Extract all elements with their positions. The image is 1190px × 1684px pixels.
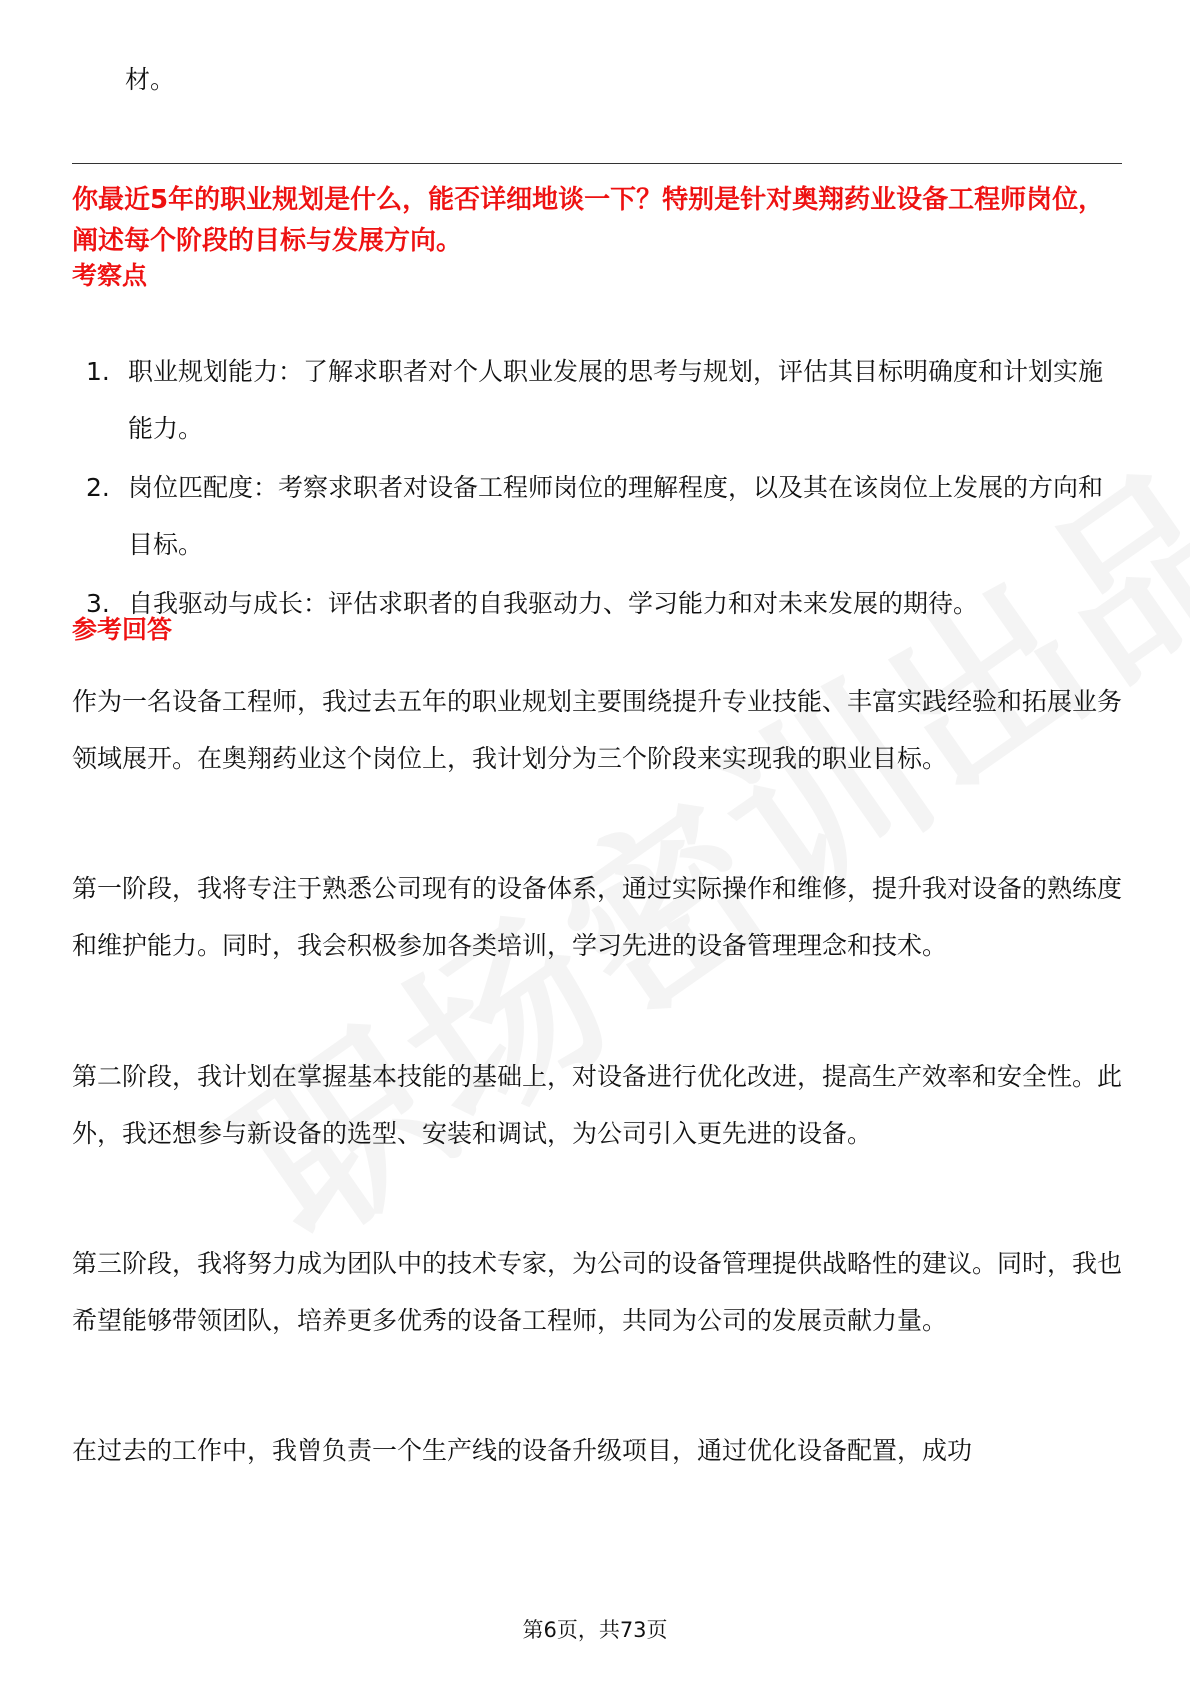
answer-paragraph: 第三阶段，我将努力成为团队中的技术专家，为公司的设备管理提供战略性的建议。同时，我也希望能够带领团队，培养更多优秀的设备工程师，共同为公司的发展贡献力量。 [72,1249,1123,1335]
list-item-text: 岗位匹配度：考察求职者对设备工程师岗位的理解程度，以及其在该岗位上发展的方向和目标。 [128,473,1104,559]
list-item-text: 职业规划能力：了解求职者对个人职业发展的思考与规划，评估其目标明确度和计划实施能力。 [128,357,1104,443]
list-number: 1. [86,357,110,386]
assessment-list [72,343,1122,634]
previous-text-fragment: 材。 [125,65,176,94]
list-item [72,459,1122,573]
list-item [72,575,1122,632]
answer-title: 参考回答 [72,615,173,644]
question-heading: 你最近5年的职业规划是什么，能否详细地谈一下？特别是针对奥翔药业设备工程师岗位，阐述每个阶段的目标与发展方向。 [72,185,1105,256]
assessment-title: 考察点 [72,261,148,290]
page-number-footer: 第6页，共73页 [522,1618,668,1642]
list-item [72,343,1122,457]
answer-paragraph: 第一阶段，我将专注于熟悉公司现有的设备体系，通过实际操作和维修，提升我对设备的熟练度和维护能力。同时，我会积极参加各类培训，学习先进的设备管理理念和技术。 [72,874,1123,960]
answer-paragraph: 第二阶段，我计划在掌握基本技能的基础上，对设备进行优化改进，提高生产效率和安全性。此外，我还想参与新设备的选型、安装和调试，为公司引入更先进的设备。 [72,1062,1123,1148]
answer-paragraph: 在过去的工作中，我曾负责一个生产线的设备升级项目，通过优化设备配置，成功 [72,1436,973,1465]
list-item-text: 自我驱动与成长：评估求职者的自我驱动力、学习能力和对未来发展的期待。 [128,589,979,618]
answer-paragraph: 作为一名设备工程师，我过去五年的职业规划主要围绕提升专业技能、丰富实践经验和拓展业务领域展开。在奥翔药业这个岗位上，我计划分为三个阶段来实现我的职业目标。 [72,687,1123,773]
list-number: 3. [86,589,110,618]
list-number: 2. [86,473,110,502]
section-divider [72,163,1122,164]
